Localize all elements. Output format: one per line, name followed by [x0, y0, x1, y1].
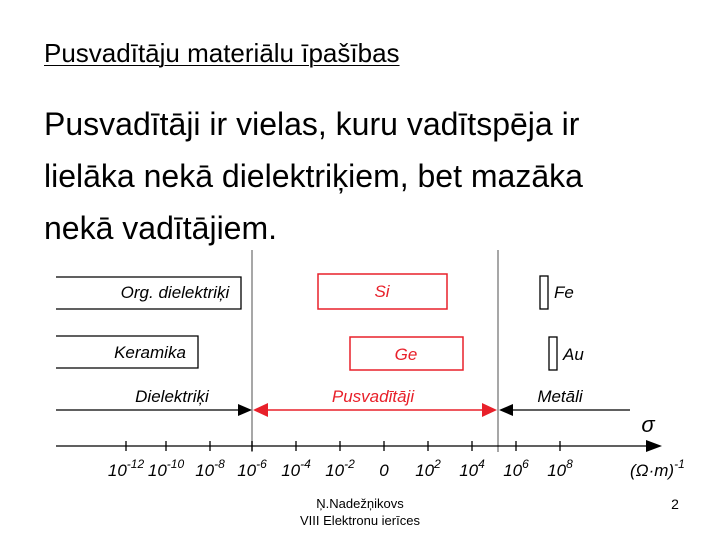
tick-base: 10 — [195, 461, 215, 480]
tick-base: 10 — [503, 461, 523, 480]
tick-exponent: 8 — [566, 457, 573, 471]
tick-exponent: -6 — [256, 457, 267, 471]
axis-unit-label — [630, 457, 685, 480]
label-ceramics: Keramika — [114, 343, 186, 362]
bar-ceramics — [56, 336, 198, 368]
tick-base: 10 — [281, 461, 301, 480]
tick-exponent: 6 — [522, 457, 529, 471]
axis-tick-label — [148, 457, 185, 480]
label-dielectrics-region: Dielektriķi — [135, 387, 209, 406]
axis-tick-label — [108, 457, 145, 480]
axis-tick-labels — [108, 457, 573, 480]
label-au: Au — [563, 345, 584, 364]
bar-org-dielectrics — [56, 277, 241, 309]
body-line-2: lielāka nekā dielektriķiem, bet mazāka — [44, 158, 583, 194]
bar-ge — [350, 337, 463, 370]
conductivity-axis — [56, 412, 662, 452]
label-fe: Fe — [554, 283, 574, 302]
tick-base: 10 — [147, 461, 167, 480]
tick-exponent: -10 — [166, 457, 185, 471]
axis-tick-label — [195, 457, 225, 480]
label-semiconductors-region: Pusvadītāji — [331, 387, 415, 406]
axis-sigma-symbol: σ — [641, 412, 655, 437]
axis-tick-label — [237, 457, 267, 480]
tick-base: 10 — [459, 461, 479, 480]
axis-unit-base: (Ω·m) — [630, 461, 675, 480]
axis-tick-label — [547, 457, 573, 480]
tick-base: 10 — [547, 461, 567, 480]
bar-si — [318, 274, 447, 309]
bar-au — [549, 337, 584, 370]
tick-base: 10 — [325, 461, 345, 480]
body-line-3: nekā vadītājiem. — [44, 210, 278, 246]
tick-base: 10 — [415, 461, 435, 480]
tick-base: 10 — [107, 461, 127, 480]
axis-tick-label — [459, 457, 485, 480]
tick-exponent: -4 — [300, 457, 311, 471]
page-number: 2 — [671, 496, 679, 512]
slide-footer — [220, 495, 500, 529]
bar-fe — [540, 276, 574, 309]
body-line-1: Pusvadītāji ir vielas, kuru vadītspēja ir — [44, 106, 580, 142]
slide-title: Pusvadītāju materiālu īpašības — [44, 38, 400, 68]
footer-course: VIII Elektronu ierīces — [300, 513, 420, 528]
tick-base: 10 — [237, 461, 257, 480]
axis-tick-label — [325, 457, 355, 480]
tick-exponent: -12 — [126, 457, 145, 471]
label-ge: Ge — [394, 345, 418, 364]
tick-exponent: 2 — [434, 457, 441, 471]
footer-author: Ņ.Nadežņikovs — [316, 496, 404, 511]
axis-tick-label — [415, 457, 441, 480]
tick-base: 0 — [379, 461, 389, 480]
axis-unit-exponent: -1 — [674, 457, 685, 471]
axis-tick-label — [379, 461, 389, 480]
label-metals-region: Metāli — [537, 387, 583, 406]
label-si: Si — [374, 282, 390, 301]
tick-exponent: 4 — [478, 457, 485, 471]
axis-tick-label — [281, 457, 311, 480]
tick-exponent: -8 — [214, 457, 225, 471]
axis-tick-label — [503, 457, 529, 480]
label-org-dielectrics: Org. dielektriķi — [120, 283, 230, 302]
tick-exponent: -2 — [344, 457, 355, 471]
